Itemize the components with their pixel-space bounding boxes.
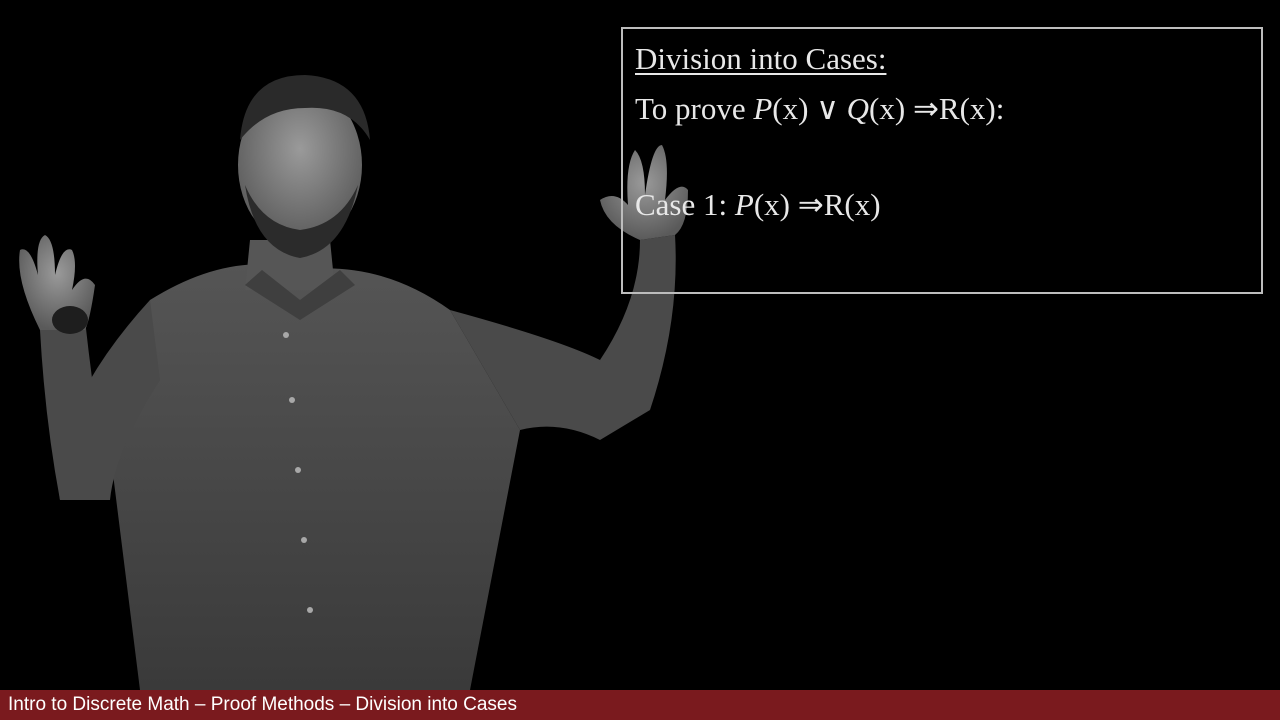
slide-title: Division into Cases:: [635, 41, 887, 76]
statement-lead: To prove: [635, 91, 754, 126]
shirt-button: [307, 607, 313, 613]
math-q: Q: [846, 91, 870, 126]
math-qx: (x): [869, 91, 906, 126]
math-or: ∨: [808, 91, 847, 126]
slide-case-1: [635, 189, 881, 220]
clicker: [52, 306, 88, 334]
case-math-px: (x): [753, 187, 790, 222]
presenter-torso: [110, 264, 520, 690]
case-math-p: P: [734, 187, 754, 222]
math-px: (x): [772, 91, 809, 126]
case-math-implies: ⇒R(x): [789, 187, 881, 222]
math-implies: ⇒R(x):: [905, 91, 1005, 126]
slide-statement: [635, 93, 1004, 124]
shirt-button: [295, 467, 301, 473]
case-lead: Case 1:: [635, 187, 735, 222]
shirt-button: [301, 537, 307, 543]
math-p: P: [753, 91, 773, 126]
course-footer-bar: [0, 690, 1280, 720]
shirt-button: [289, 397, 295, 403]
slide-content-box: [621, 27, 1263, 294]
shirt-button: [283, 332, 289, 338]
course-footer-text: Intro to Discrete Math – Proof Methods – Division into Cases: [8, 694, 518, 715]
